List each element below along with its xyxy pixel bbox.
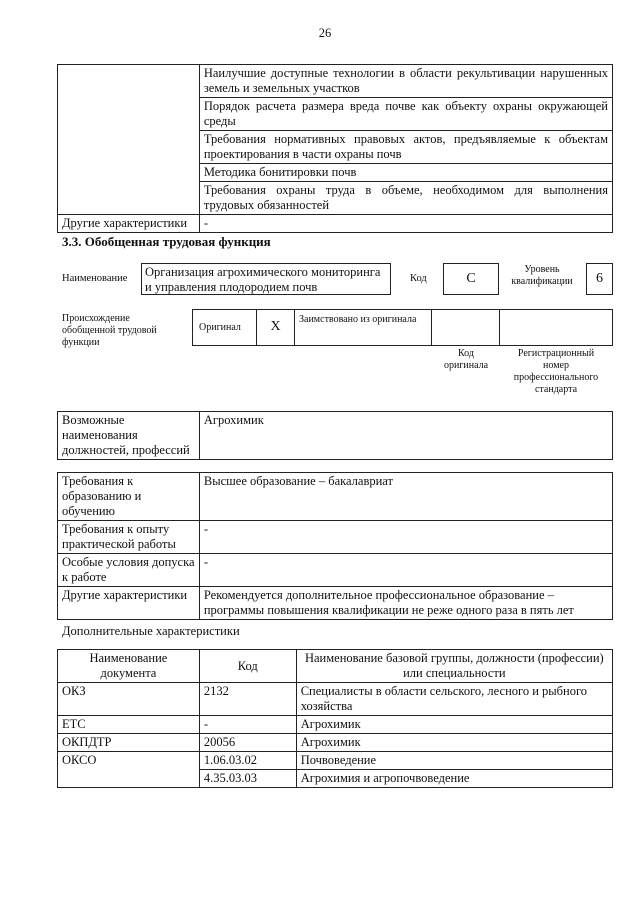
requirement-label: Особые условия допуска к работе: [58, 554, 200, 587]
requirement-value: Высшее образование – бакалавриат: [199, 473, 612, 521]
requirement-value: -: [199, 521, 612, 554]
table-row: [58, 473, 613, 521]
name-cell: Специалисты в области сельского, лесного и рыбного хозяйства: [296, 683, 612, 716]
requirements-table: [57, 472, 613, 620]
requirement-label: Другие характеристики: [58, 587, 200, 620]
name-cell: Агрохимик: [296, 734, 612, 752]
job-titles-label: Возможные наименования должностей, профессий: [58, 412, 200, 460]
table-row: [58, 65, 613, 98]
original-mark: X: [270, 319, 281, 334]
code-cell: 2132: [199, 683, 296, 716]
other-label: Другие характеристики: [58, 215, 200, 233]
code-cell: 4.35.03.03: [199, 770, 296, 788]
name-cell: Почвоведение: [296, 752, 612, 770]
origin-label: Происхождение обобщенной трудовой функции: [62, 313, 157, 348]
other-value: -: [199, 215, 612, 233]
requirement-label: Требования к опыту практической работы: [58, 521, 200, 554]
doc-cell: ЕТС: [58, 716, 200, 734]
header-code: Код: [199, 650, 296, 683]
header-name: Наименование базовой группы, должности (профессии) или специальности: [296, 650, 612, 683]
doc-cell: ОКЗ: [58, 683, 200, 716]
knowledge-table: [57, 64, 613, 233]
doc-cell: ОКПДТР: [58, 734, 200, 752]
function-code: C: [443, 263, 499, 295]
table-row: [58, 215, 613, 233]
doc-cell: ОКСО: [58, 752, 200, 788]
knowledge-item: Порядок расчета размера вреда почве как объекту охраны окружающей среды: [199, 98, 612, 131]
empty-cell: [58, 65, 200, 215]
table-row: [58, 752, 613, 770]
additional-title: Дополнительные характеристики: [62, 624, 240, 638]
requirement-label: Требования к образованию и обучению: [58, 473, 200, 521]
name-label: Наименование: [62, 273, 128, 284]
table-row: [58, 521, 613, 554]
table-row: [58, 683, 613, 716]
requirement-value: Рекомендуется дополнительное профессиональное образование – программы повышения квалификации не реже одного раза в пять лет: [199, 587, 612, 620]
original-label: Оригинал: [199, 322, 241, 333]
table-row: [58, 412, 613, 460]
name-cell: Агрохимик: [296, 716, 612, 734]
knowledge-item: Требования охраны труда в объеме, необходимом для выполнения трудовых обязанностей: [199, 182, 612, 215]
header-document: Наименование документа: [58, 650, 200, 683]
registration-caption: Регистрационный номер профессионального стандарта: [513, 348, 599, 395]
code-cell: -: [199, 716, 296, 734]
name-cell: Агрохимия и агропочвоведение: [296, 770, 612, 788]
page-number: 26: [318, 26, 332, 40]
section-title: 3.3. Обобщенная трудовая функция: [62, 234, 271, 249]
borrowed-label: Заимствовано из оригинала: [299, 314, 417, 325]
table-row: [58, 587, 613, 620]
code-cell: 1.06.03.02: [199, 752, 296, 770]
table-row: [58, 734, 613, 752]
requirement-value: -: [199, 554, 612, 587]
additional-table: [57, 649, 613, 788]
code-label: Код: [410, 273, 427, 284]
function-name: Организация агрохимического мониторинга и управления плодородием почв: [141, 263, 391, 295]
job-titles-table: [57, 411, 613, 460]
level-value: 6: [586, 263, 613, 295]
code-original-caption: Код оригинала: [443, 348, 489, 371]
knowledge-item: Наилучшие доступные технологии в области рекультивации нарушенных земель и земельных участков: [199, 65, 612, 98]
table-header-row: [58, 650, 613, 683]
level-label: Уровень квалификации: [511, 264, 573, 287]
knowledge-item: Требования нормативных правовых актов, предъявляемые к объектам проектирования в части охраны почв: [199, 131, 612, 164]
table-row: [58, 716, 613, 734]
knowledge-item: Методика бонитировки почв: [199, 164, 612, 182]
table-row: [58, 554, 613, 587]
code-cell: 20056: [199, 734, 296, 752]
job-titles-value: Агрохимик: [199, 412, 612, 460]
